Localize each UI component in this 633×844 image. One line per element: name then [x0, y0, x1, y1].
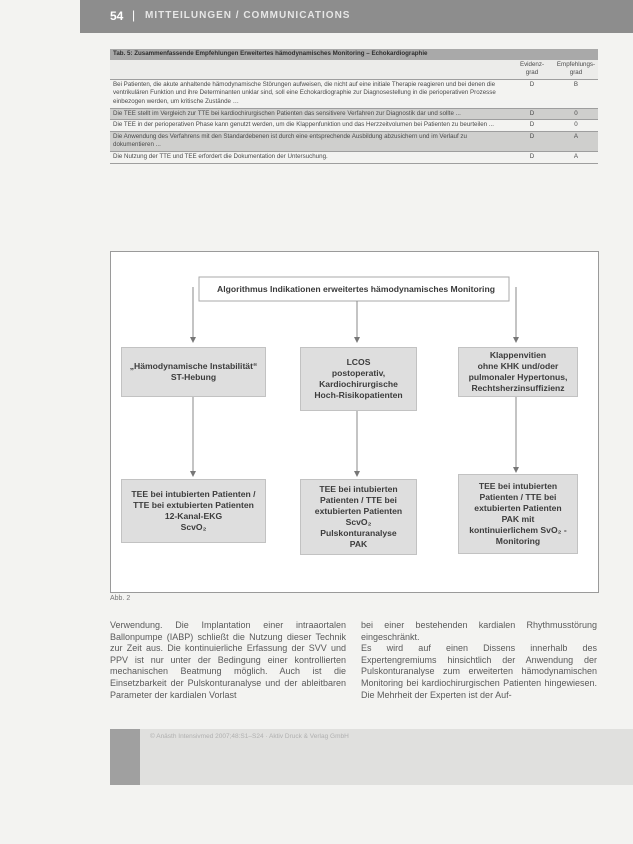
table-row: [110, 109, 598, 121]
recommendation-table: [110, 49, 598, 164]
row-recommendation: 0: [574, 121, 578, 129]
row-recommendation: B: [573, 80, 579, 88]
row-text: Bei Patienten, die akute anhaltende hämodynamische Störungen aufweisen, die nicht auf eine initiale Therapie reagieren und bei denen die ventrikulären Funktion und ihre Determinanten unklar sind, soll eine Echokardiographie zur Diagnosestellung in die perioperativen Prozesse einbezogen werden, um kritische Zustände …: [113, 80, 496, 105]
table-row: [110, 80, 598, 109]
header-separator: |: [132, 8, 136, 22]
row-text: Die TEE stellt im Vergleich zur TTE bei kardiochirurgischen Patienten das sensitivere Verfahren zur Diagnostik dar und sollte ...: [113, 109, 461, 117]
box-monitoring-center: TEE bei intubierten Patienten / TTE bei extubierten Patienten ScvO₂ Pulskonturanalyse PAK: [300, 479, 417, 555]
recommendation-column-header: Empfehlungs- grad: [556, 60, 596, 77]
section-title: MITTEILUNGEN / COMMUNICATIONS: [145, 10, 351, 21]
evidence-column-header: Evidenz- grad: [519, 60, 545, 77]
algorithm-title: Algorithmus Indikationen erweitertes hämodynamisches Monitoring: [217, 284, 495, 294]
body-text-right-column: bei einer bestehenden kardialen Rhythmusstörung eingeschränkt. Es wird auf einen Dissens innerhalb des Expertengremiums hinsichtlich der Anwendung der Pulskonturanalyse zum erweiterten hämodynamischen Monitoring bei kardiochirurgischen Patienten hingewiesen. Die Mehrheit der Experten ist der Auf-: [361, 620, 597, 700]
table-caption: Tab. 5: Zusammenfassende Empfehlungen Erweitertes hämodynamisches Monitoring – Echokardiographie: [110, 49, 598, 60]
box-lcos: LCOS postoperativ, Kardiochirurgische Hoch-Risikopatienten: [300, 347, 417, 411]
page-number: 54: [110, 9, 124, 23]
row-evidence: D: [529, 109, 535, 117]
table-row: [110, 120, 598, 132]
box-hemodynamic-instability: „Hämodynamische Instabilität“ ST-Hebung: [121, 347, 266, 397]
table-header-row: [110, 60, 598, 80]
figure-label: Abb. 2: [110, 595, 131, 602]
table-row: [110, 152, 598, 164]
footer-text: © Anästh Intensivmed 2007;48:S1–S24 · Aktiv Druck & Verlag GmbH: [150, 733, 349, 740]
row-text: Die Nutzung der TTE und TEE erfordert die Dokumentation der Untersuchung.: [113, 152, 328, 160]
row-evidence: D: [529, 152, 535, 160]
table-row: [110, 132, 598, 152]
footer-block: [110, 729, 140, 785]
row-recommendation: 0: [574, 109, 578, 117]
box-monitoring-left: TEE bei intubierten Patienten / TTE bei extubierten Patienten 12-Kanal-EKG ScvO₂: [121, 479, 266, 543]
row-evidence: D: [529, 121, 535, 129]
body-text-left-column: Verwendung. Die Implantation einer intraaortalen Ballonpumpe (IABP) schließt die Nutzung dieser Technik zur Zeit aus. Die kontinuierliche Erfassung der SVV und PPV ist nur unter der Bedingung einer kontrollierten mechanischen Beatmung möglich. Auch ist die Einsetzbarkeit der Pulskonturanalyse und der ableitbaren Parameter der kardialen Vorlast: [110, 620, 346, 700]
row-evidence: D: [529, 132, 535, 140]
row-recommendation: A: [573, 152, 579, 160]
row-text: Die TEE in der perioperativen Phase kann genutzt werden, um die Klappenfunktion und das Herzzeitvolumen bei Patienten zu beurteilen ...: [113, 121, 494, 129]
row-recommendation: A: [573, 132, 579, 140]
row-text: Die Anwendung des Verfahrens mit den Standardebenen ist durch eine entsprechende Ausbildung abzusichern und im Verlauf zu dokumentieren ...: [113, 132, 467, 149]
algorithm-figure: [110, 251, 599, 593]
table-header-spacer: [110, 60, 510, 79]
box-valve-disease: Klappenvitien ohne KHK und/oder pulmonaler Hypertonus, Rechtsherzinsuffizienz: [458, 347, 578, 397]
row-evidence: D: [529, 80, 535, 88]
page-header: [80, 0, 633, 33]
box-monitoring-right: TEE bei intubierten Patienten / TTE bei extubierten Patienten PAK mit kontinuierlichem SvO₂ - Monitoring: [458, 474, 578, 554]
